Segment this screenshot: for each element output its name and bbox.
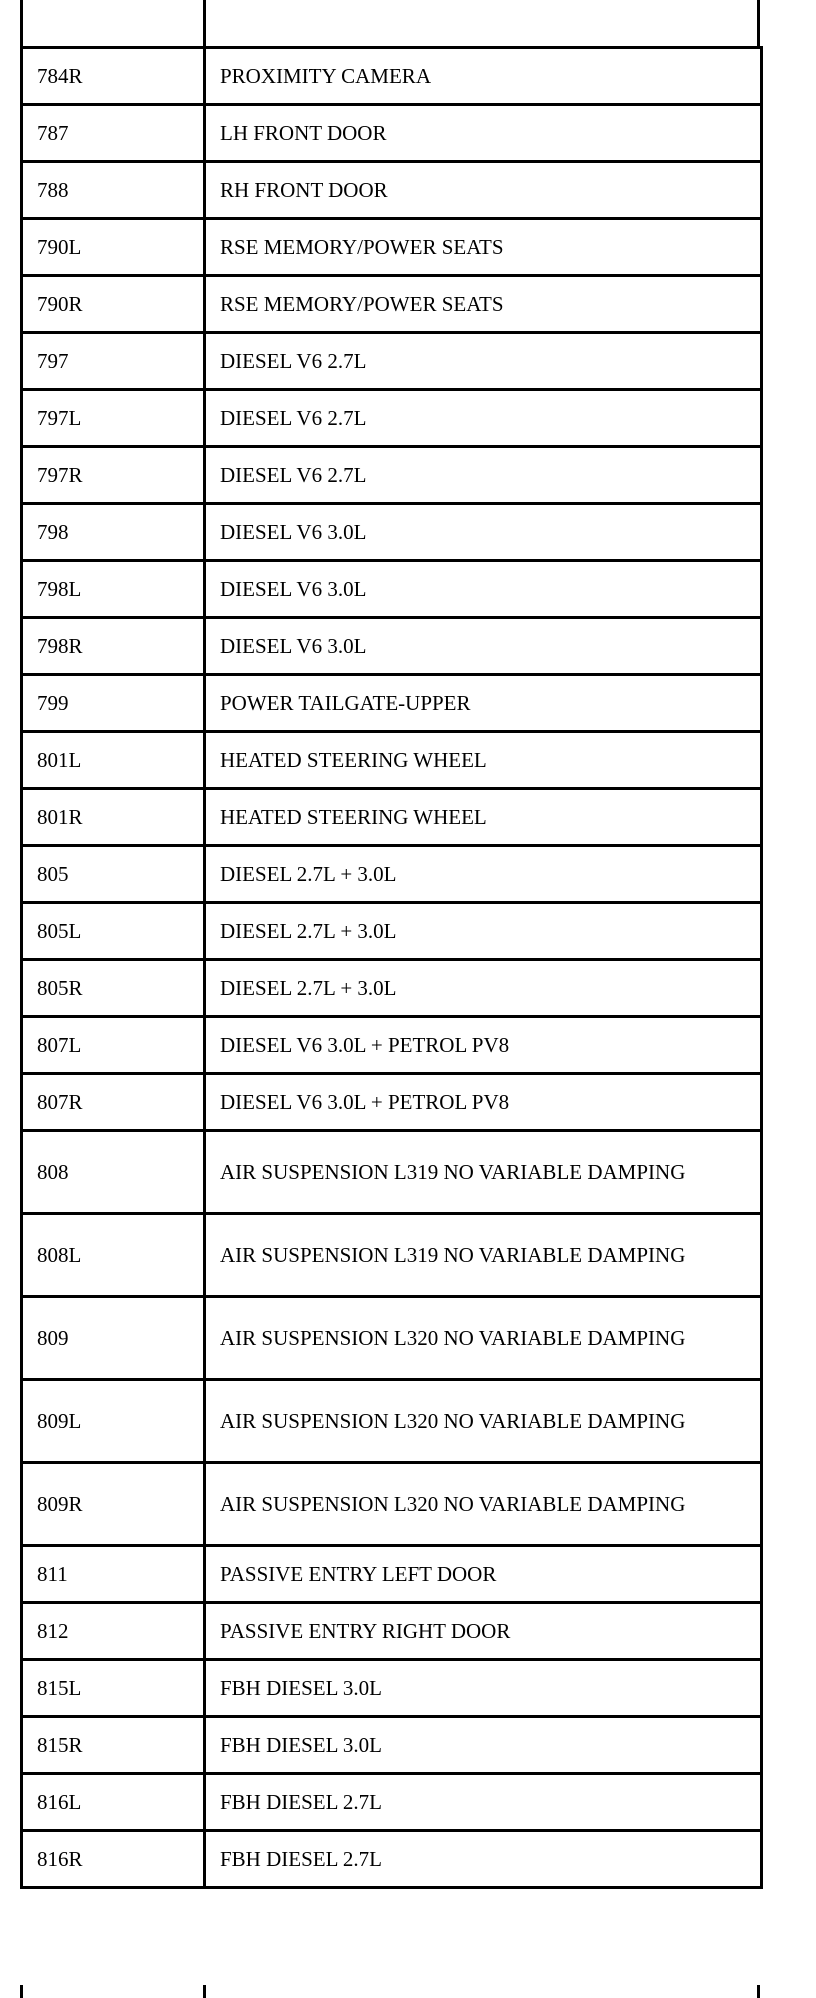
row-description: RH FRONT DOOR: [205, 162, 762, 219]
row-description: PASSIVE ENTRY LEFT DOOR: [205, 1546, 762, 1603]
row-description: AIR SUSPENSION L319 NO VARIABLE DAMPING: [205, 1214, 762, 1297]
row-description: FBH DIESEL 3.0L: [205, 1717, 762, 1774]
row-code: 807R: [22, 1074, 205, 1131]
row-description: DIESEL V6 3.0L: [205, 504, 762, 561]
table-row: [22, 1074, 762, 1131]
table-row: [22, 447, 762, 504]
table-row: [22, 732, 762, 789]
table-row: [22, 1380, 762, 1463]
row-code: 797R: [22, 447, 205, 504]
row-description: FBH DIESEL 2.7L: [205, 1774, 762, 1831]
row-code: 798L: [22, 561, 205, 618]
row-description: RSE MEMORY/POWER SEATS: [205, 219, 762, 276]
row-code: 801L: [22, 732, 205, 789]
row-description: AIR SUSPENSION L320 NO VARIABLE DAMPING: [205, 1380, 762, 1463]
row-description: AIR SUSPENSION L320 NO VARIABLE DAMPING: [205, 1463, 762, 1546]
row-code: 816L: [22, 1774, 205, 1831]
row-code: 797: [22, 333, 205, 390]
row-code: 815R: [22, 1717, 205, 1774]
row-code: 799: [22, 675, 205, 732]
table-continuation-line: [20, 1985, 23, 1998]
table-continuation-line: [757, 0, 760, 46]
table-row: [22, 333, 762, 390]
table-row: [22, 1774, 762, 1831]
table-continuation-line: [203, 0, 206, 46]
row-description: DIESEL V6 2.7L: [205, 447, 762, 504]
row-code: 816R: [22, 1831, 205, 1888]
table-row: [22, 1603, 762, 1660]
table-row: [22, 846, 762, 903]
row-description: HEATED STEERING WHEEL: [205, 732, 762, 789]
row-description: PASSIVE ENTRY RIGHT DOOR: [205, 1603, 762, 1660]
table-row: [22, 1131, 762, 1214]
row-description: AIR SUSPENSION L320 NO VARIABLE DAMPING: [205, 1297, 762, 1380]
row-description: DIESEL V6 2.7L: [205, 333, 762, 390]
table-row: [22, 903, 762, 960]
table-continuation-line: [20, 0, 23, 46]
row-description: RSE MEMORY/POWER SEATS: [205, 276, 762, 333]
table-row: [22, 675, 762, 732]
row-description: DIESEL V6 3.0L + PETROL PV8: [205, 1017, 762, 1074]
row-code: 784R: [22, 48, 205, 105]
row-description: HEATED STEERING WHEEL: [205, 789, 762, 846]
table-row: [22, 618, 762, 675]
row-code: 805R: [22, 960, 205, 1017]
row-code: 798R: [22, 618, 205, 675]
row-code: 805: [22, 846, 205, 903]
row-code: 812: [22, 1603, 205, 1660]
table-continuation-line: [203, 1985, 206, 1998]
row-code: 809R: [22, 1463, 205, 1546]
row-description: LH FRONT DOOR: [205, 105, 762, 162]
table-row: [22, 48, 762, 105]
table-row: [22, 504, 762, 561]
row-description: DIESEL 2.7L + 3.0L: [205, 960, 762, 1017]
row-code: 809: [22, 1297, 205, 1380]
row-code: 808: [22, 1131, 205, 1214]
row-code: 798: [22, 504, 205, 561]
row-code: 790R: [22, 276, 205, 333]
row-code: 790L: [22, 219, 205, 276]
table-row: [22, 1660, 762, 1717]
table-continuation-line: [757, 1985, 760, 1998]
table-row: [22, 1717, 762, 1774]
row-description: DIESEL 2.7L + 3.0L: [205, 846, 762, 903]
row-description: DIESEL V6 3.0L + PETROL PV8: [205, 1074, 762, 1131]
table-row: [22, 1831, 762, 1888]
row-description: DIESEL 2.7L + 3.0L: [205, 903, 762, 960]
table-row: [22, 276, 762, 333]
table-row: [22, 219, 762, 276]
row-description: DIESEL V6 2.7L: [205, 390, 762, 447]
row-code: 805L: [22, 903, 205, 960]
table-row: [22, 162, 762, 219]
row-description: FBH DIESEL 3.0L: [205, 1660, 762, 1717]
row-description: AIR SUSPENSION L319 NO VARIABLE DAMPING: [205, 1131, 762, 1214]
row-description: DIESEL V6 3.0L: [205, 618, 762, 675]
row-description: FBH DIESEL 2.7L: [205, 1831, 762, 1888]
row-code: 787: [22, 105, 205, 162]
table-row: [22, 561, 762, 618]
table-row: [22, 1463, 762, 1546]
table-row: [22, 960, 762, 1017]
table-row: [22, 1017, 762, 1074]
row-code: 797L: [22, 390, 205, 447]
code-table-body: [22, 48, 762, 1888]
row-code: 807L: [22, 1017, 205, 1074]
row-description: DIESEL V6 3.0L: [205, 561, 762, 618]
table-row: [22, 1297, 762, 1380]
table-row: [22, 390, 762, 447]
row-code: 801R: [22, 789, 205, 846]
row-code: 788: [22, 162, 205, 219]
row-description: PROXIMITY CAMERA: [205, 48, 762, 105]
row-code: 808L: [22, 1214, 205, 1297]
table-row: [22, 105, 762, 162]
row-code: 815L: [22, 1660, 205, 1717]
table-row: [22, 789, 762, 846]
row-code: 809L: [22, 1380, 205, 1463]
row-description: POWER TAILGATE-UPPER: [205, 675, 762, 732]
code-table: [20, 46, 763, 1889]
table-row: [22, 1546, 762, 1603]
row-code: 811: [22, 1546, 205, 1603]
table-row: [22, 1214, 762, 1297]
